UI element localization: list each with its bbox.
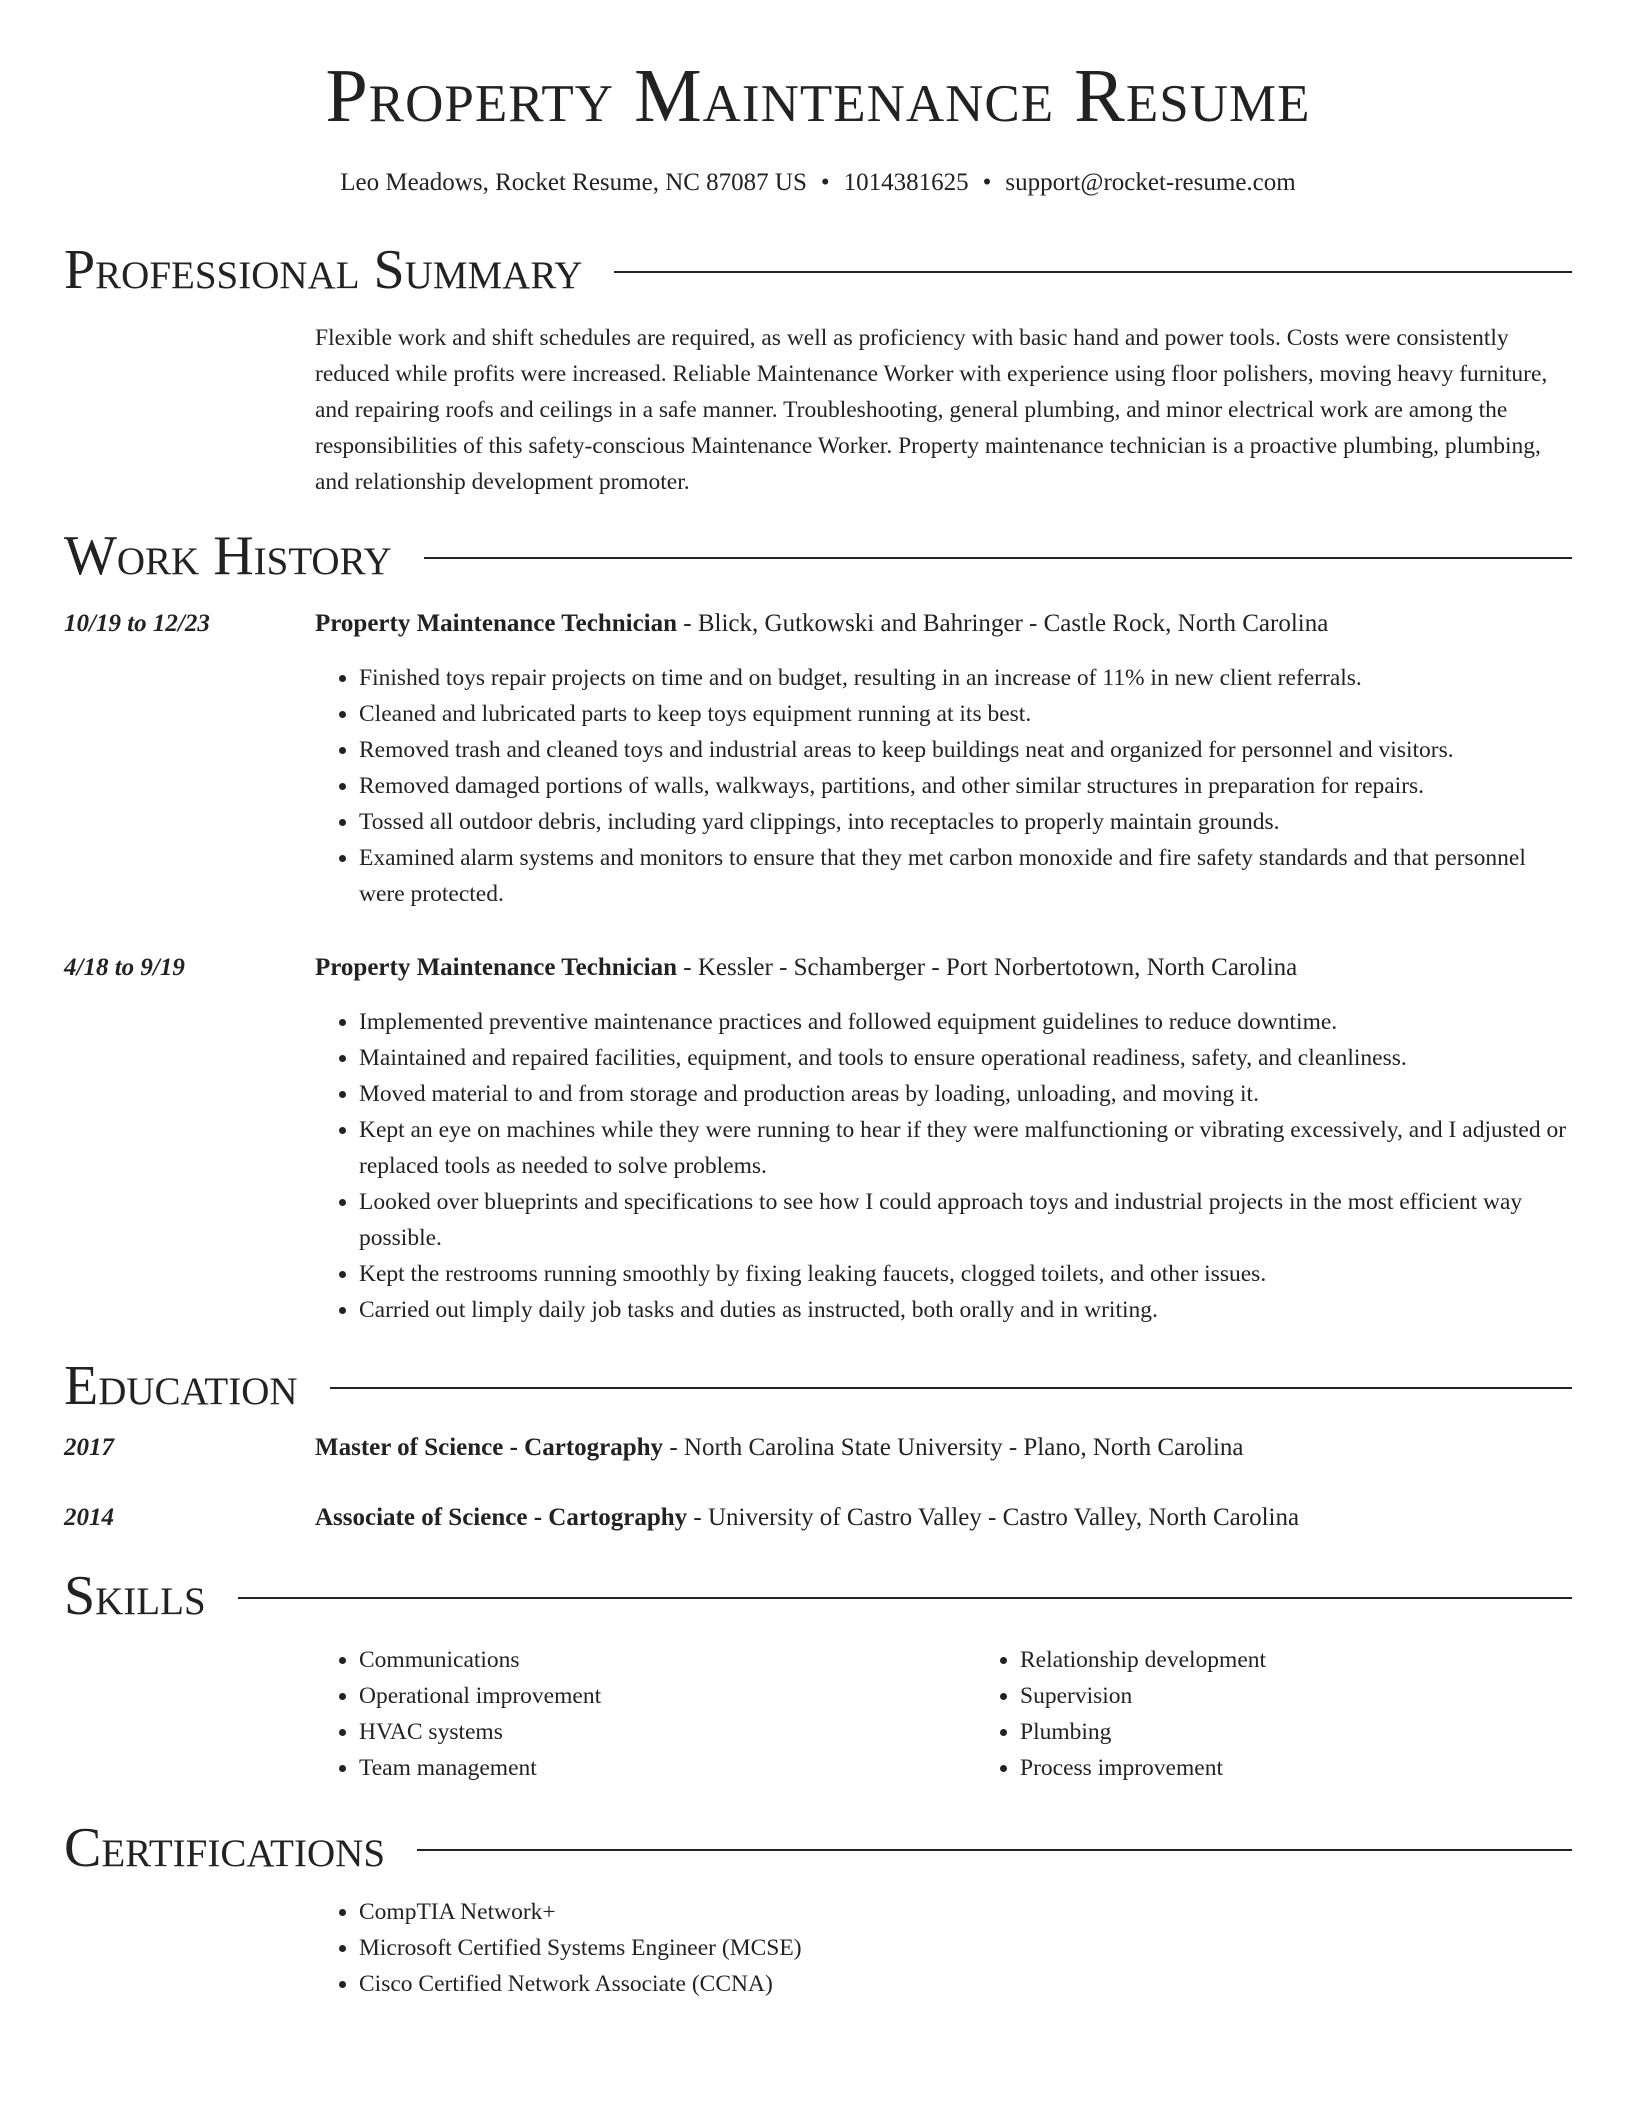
job-bullet: • Removed trash and cleaned toys and industrial areas to keep buildings neat and organized for personnel and visitors.: [359, 732, 1572, 768]
section-divider: [614, 271, 1572, 273]
job-entry: [64, 606, 1572, 912]
skills-list-right: [976, 1642, 1632, 1786]
job-header: [315, 606, 1572, 642]
skills-list-left: [315, 1642, 976, 1786]
section-title: Certifications: [64, 1817, 386, 1879]
education-section: [64, 1355, 1572, 1536]
job-bullet-list: [315, 1004, 1572, 1328]
contact-email: support@rocket-resume.com: [1005, 169, 1296, 196]
skill-item: • HVAC systems: [359, 1714, 976, 1750]
job-bullet: • Removed damaged portions of walls, walkways, partitions, and other similar structures in preparation for repairs.: [359, 768, 1572, 804]
education-entry: [64, 1430, 1572, 1466]
certifications-container: [315, 1876, 1572, 2002]
section-title: Skills: [64, 1565, 206, 1627]
job-bullet: • Examined alarm systems and monitors to ensure that they met carbon monoxide and fire safety standards and that personnel were protected.: [359, 840, 1572, 912]
job-bullet: • Kept an eye on machines while they were running to hear if they were malfunctioning or vibrating excessively, and I adjusted or replaced tools as needed to solve problems.: [359, 1112, 1572, 1184]
bullets-spacer: [64, 986, 315, 1328]
section-title: Education: [64, 1355, 298, 1417]
skill-item: • Plumbing: [1020, 1714, 1632, 1750]
education-heading: [64, 1355, 1572, 1417]
summary-section: [64, 239, 1572, 500]
summary-row: [64, 320, 1572, 500]
education-details: [315, 1430, 1572, 1466]
job-bullet: • Looked over blueprints and specifications to see how I could approach toys and industrial projects in the most efficient way possible.: [359, 1184, 1572, 1256]
skill-item: • Supervision: [1020, 1678, 1632, 1714]
job-bullet: • Tossed all outdoor debris, including yard clippings, into receptacles to properly maintain grounds.: [359, 804, 1572, 840]
certifications-spacer: [64, 1876, 315, 2002]
job-bullets-row: [64, 642, 1572, 912]
bullets-spacer: [64, 642, 315, 912]
certification-item: • Cisco Certified Network Associate (CCNA): [359, 1966, 1572, 2002]
job-bullet: • Carried out limply daily job tasks and duties as instructed, both orally and in writing.: [359, 1292, 1572, 1328]
job-bullets-row: [64, 986, 1572, 1328]
section-divider: [330, 1387, 1572, 1389]
certifications-section: [64, 1817, 1572, 2002]
job-bullet: • Cleaned and lubricated parts to keep toys equipment running at its best.: [359, 696, 1572, 732]
page-title: Property Maintenance Resume: [325, 54, 1311, 138]
certification-item: • CompTIA Network+: [359, 1894, 1572, 1930]
skills-section: [64, 1565, 1572, 1820]
contact-separator: •: [982, 169, 992, 196]
education-details: [315, 1500, 1572, 1536]
education-degree: Master of Science - Cartography: [315, 1434, 664, 1461]
job-dates: 10/19 to 12/23: [64, 610, 210, 637]
work-history-section: [64, 525, 1572, 1328]
skill-item: • Team management: [359, 1750, 976, 1786]
section-title: Work History: [64, 525, 392, 587]
job-bullet-list: [315, 660, 1572, 912]
skill-item: • Operational improvement: [359, 1678, 976, 1714]
section-title: Professional Summary: [64, 239, 583, 301]
job-bullets-container: [315, 986, 1572, 1328]
summary-spacer: [64, 320, 315, 500]
skills-heading: [64, 1565, 1572, 1627]
section-divider: [417, 1849, 1572, 1851]
certifications-list: [315, 1894, 1572, 2002]
job-employer: - Blick, Gutkowski and Bahringer - Castle Rock, North Carolina: [677, 610, 1329, 637]
job-dates: 4/18 to 9/19: [64, 954, 185, 981]
certification-item: • Microsoft Certified Systems Engineer (MCSE): [359, 1930, 1572, 1966]
job-bullet: • Implemented preventive maintenance practices and followed equipment guidelines to reduce downtime.: [359, 1004, 1572, 1040]
skill-item: • Relationship development: [1020, 1642, 1632, 1678]
education-school: - University of Castro Valley - Castro Valley, North Carolina: [687, 1504, 1300, 1531]
contact-phone: 1014381625: [843, 169, 969, 196]
skill-item: • Communications: [359, 1642, 976, 1678]
job-bullets-container: [315, 642, 1572, 912]
education-degree: Associate of Science - Cartography: [315, 1504, 688, 1531]
skills-columns: [315, 1642, 1632, 1786]
contact-separator: •: [820, 169, 830, 196]
job-header-row: [64, 950, 1572, 986]
certifications-heading: [64, 1817, 1572, 1879]
skill-item: • Process improvement: [1020, 1750, 1632, 1786]
job-header: [315, 950, 1572, 986]
contact-address: Leo Meadows, Rocket Resume, NC 87087 US: [340, 169, 807, 196]
job-bullet: • Finished toys repair projects on time and on budget, resulting in an increase of 11% in new client referrals.: [359, 660, 1572, 696]
section-divider: [238, 1597, 1572, 1599]
job-bullet: • Kept the restrooms running smoothly by fixing leaking faucets, clogged toilets, and other issues.: [359, 1256, 1572, 1292]
summary-text: Flexible work and shift schedules are required, as well as proficiency with basic hand and power tools. Costs were consistently reduced while profits were increased. Reliable Maintenance Worker with experience using floor polishers, moving heavy furniture, and repairing roofs and ceilings in a safe manner. Troubleshooting, general plumbing, and minor electrical work are among the responsibilities of this safety-conscious Maintenance Worker. Property maintenance technician is a proactive plumbing, plumbing, and relationship development promoter.: [315, 325, 1548, 495]
job-employer: - Kessler - Schamberger - Port Norbertotown, North Carolina: [677, 954, 1298, 981]
job-title: Property Maintenance Technician: [315, 954, 678, 981]
job-bullet: • Maintained and repaired facilities, equipment, and tools to ensure operational readiness, safety, and cleanliness.: [359, 1040, 1572, 1076]
contact-line: [64, 168, 1572, 198]
education-year: 2017: [64, 1434, 114, 1461]
skills-row: [64, 1624, 1572, 1820]
skills-spacer: [64, 1624, 315, 1820]
work-history-heading: [64, 525, 1572, 587]
job-title: Property Maintenance Technician: [315, 610, 678, 637]
summary-heading: [64, 239, 1572, 301]
certifications-row: [64, 1876, 1572, 2002]
section-divider: [424, 557, 1572, 559]
job-header-row: [64, 606, 1572, 642]
education-entry: [64, 1500, 1572, 1536]
education-year: 2014: [64, 1504, 114, 1531]
education-school: - North Carolina State University - Plano, North Carolina: [663, 1434, 1244, 1461]
job-entry: [64, 950, 1572, 1328]
job-bullet: • Moved material to and from storage and production areas by loading, unloading, and moving it.: [359, 1076, 1572, 1112]
